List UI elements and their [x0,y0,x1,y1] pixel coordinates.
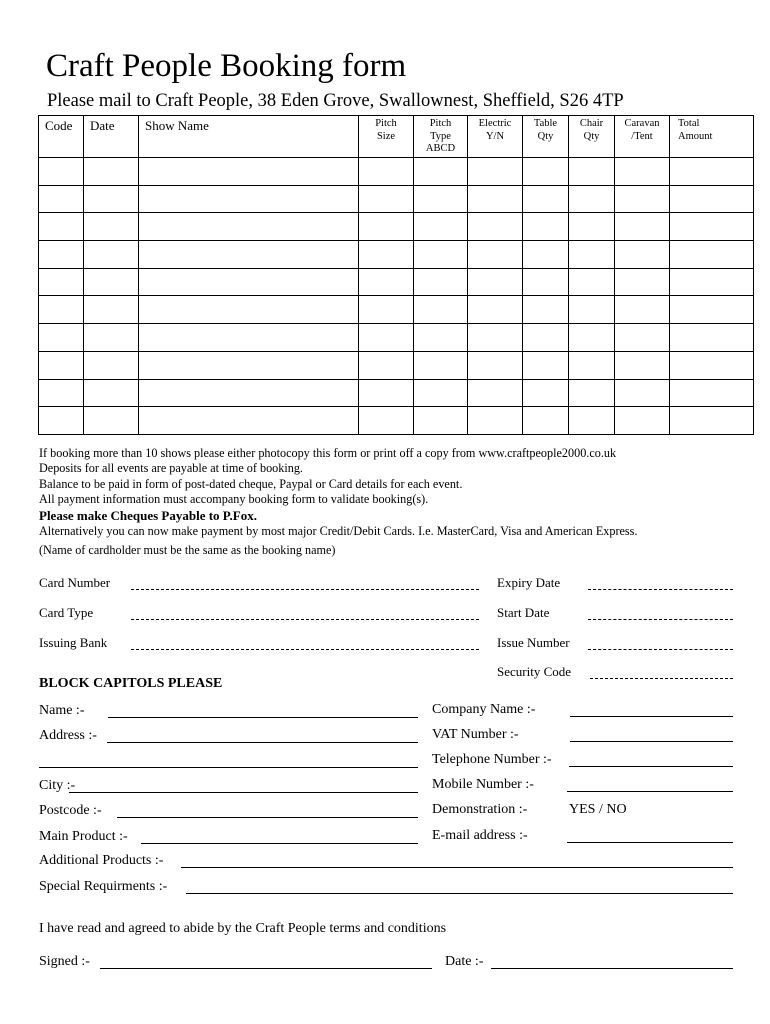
table-cell[interactable] [39,351,84,379]
info-line-balance: Balance to be paid in form of post-dated cheque, Paypal or Card details for each event. [39,477,463,491]
demonstration-label: Demonstration :- [432,802,528,817]
table-cell[interactable] [569,241,615,269]
table-cell[interactable] [670,158,754,186]
table-cell[interactable] [139,296,359,324]
table-row [39,158,754,186]
table-cell[interactable] [84,241,139,269]
column-header-show-name: Show Name [139,116,359,158]
table-cell[interactable] [359,296,414,324]
additional-products-label: Additional Products :- [39,853,164,868]
table-cell[interactable] [670,324,754,352]
table-cell[interactable] [523,324,569,352]
table-cell[interactable] [139,351,359,379]
table-cell[interactable] [139,158,359,186]
table-cell[interactable] [615,407,670,435]
table-cell[interactable] [39,296,84,324]
table-cell[interactable] [139,324,359,352]
table-row [39,185,754,213]
table-cell[interactable] [670,268,754,296]
table-cell[interactable] [414,379,468,407]
security-code-label: Security Code [497,664,572,679]
table-cell[interactable] [84,185,139,213]
table-row [39,213,754,241]
table-cell[interactable] [359,407,414,435]
column-header-pitch-size: Pitch Size [359,116,414,158]
table-row [39,241,754,269]
table-cell[interactable] [468,158,523,186]
table-cell[interactable] [139,407,359,435]
vat-number-field[interactable] [570,741,733,742]
table-row [39,351,754,379]
email-label: E-mail address :- [432,828,528,843]
table-cell[interactable] [84,379,139,407]
table-cell[interactable] [523,158,569,186]
card-type-field[interactable] [131,619,479,620]
postcode-label: Postcode :- [39,803,102,818]
table-cell[interactable] [139,241,359,269]
mobile-label: Mobile Number :- [432,777,534,792]
column-header-electric: Electric Y/N [468,116,523,158]
table-cell[interactable] [414,185,468,213]
column-header-caravan-tent: Caravan /Tent [615,116,670,158]
table-cell[interactable] [39,407,84,435]
company-name-label: Company Name :- [432,702,536,717]
column-header-table-qty: Table Qty [523,116,569,158]
column-header-chair-qty: Chair Qty [569,116,615,158]
table-cell[interactable] [39,158,84,186]
table-cell[interactable] [359,324,414,352]
table-cell[interactable] [523,296,569,324]
table-cell[interactable] [84,407,139,435]
table-cell[interactable] [615,241,670,269]
table-cell[interactable] [569,268,615,296]
demonstration-options[interactable]: YES / NO [569,802,627,817]
table-cell[interactable] [414,213,468,241]
table-cell[interactable] [523,213,569,241]
booking-table [38,115,754,435]
card-number-label: Card Number [39,575,111,590]
table-cell[interactable] [670,351,754,379]
address-field[interactable] [107,742,418,743]
telephone-label: Telephone Number :- [432,752,552,767]
expiry-date-label: Expiry Date [497,575,561,590]
postcode-field[interactable] [117,817,418,818]
table-cell[interactable] [670,185,754,213]
table-cell[interactable] [523,268,569,296]
table-cell[interactable] [569,407,615,435]
mobile-field[interactable] [567,791,733,792]
table-cell[interactable] [39,185,84,213]
table-row [39,296,754,324]
table-cell[interactable] [468,185,523,213]
table-cell[interactable] [359,379,414,407]
table-cell[interactable] [468,407,523,435]
security-code-field[interactable] [590,678,733,679]
city-label: City :- [39,778,76,793]
name-field[interactable] [108,717,418,718]
table-cell[interactable] [569,213,615,241]
table-cell[interactable] [569,185,615,213]
table-cell[interactable] [468,213,523,241]
expiry-date-field[interactable] [588,589,733,590]
signature-field[interactable] [100,968,432,969]
address-label: Address :- [39,728,97,743]
table-cell[interactable] [569,158,615,186]
date-field[interactable] [491,968,733,969]
table-cell[interactable] [414,407,468,435]
table-header-row [39,116,754,158]
table-cell[interactable] [670,407,754,435]
mailing-address: Please mail to Craft People, 38 Eden Grove, Swallownest, Sheffield, S26 4TP [47,91,624,111]
column-header-total-amount: Total Amount [670,116,754,158]
table-cell[interactable] [468,351,523,379]
table-row [39,407,754,435]
table-cell[interactable] [359,268,414,296]
table-cell[interactable] [670,296,754,324]
table-cell[interactable] [468,296,523,324]
additional-products-field[interactable] [181,867,733,868]
table-row [39,268,754,296]
table-cell[interactable] [84,296,139,324]
table-cell[interactable] [84,213,139,241]
table-cell[interactable] [359,241,414,269]
alternative-payment-note: Alternatively you can now make payment by most major Credit/Debit Cards. I.e. MasterCard, Visa and American Express. [39,524,638,538]
table-cell[interactable] [615,351,670,379]
table-cell[interactable] [523,241,569,269]
city-field[interactable] [69,792,418,793]
card-type-label: Card Type [39,605,94,620]
table-cell[interactable] [615,158,670,186]
info-line-photocopy: If booking more than 10 shows please either photocopy this form or print off a copy from www.craftpeople2000.co.uk [39,446,617,460]
table-cell[interactable] [139,185,359,213]
table-cell[interactable] [569,351,615,379]
info-line-payment: All payment information must accompany booking form to validate booking(s). [39,492,429,506]
table-cell[interactable] [414,296,468,324]
vat-number-label: VAT Number :- [432,727,519,742]
table-cell[interactable] [468,268,523,296]
cardholder-note: (Name of cardholder must be the same as the booking name) [39,543,336,557]
column-header-code: Code [39,116,84,158]
main-product-field[interactable] [141,843,418,844]
table-cell[interactable] [359,351,414,379]
issuing-bank-field[interactable] [131,649,479,650]
date-label: Date :- [445,954,484,969]
table-cell[interactable] [414,241,468,269]
table-cell[interactable] [84,351,139,379]
table-cell[interactable] [359,185,414,213]
table-cell[interactable] [39,213,84,241]
block-capitals-heading: BLOCK CAPITOLS PLEASE [39,676,223,691]
issuing-bank-label: Issuing Bank [39,635,108,650]
main-product-label: Main Product :- [39,829,128,844]
signed-label: Signed :- [39,954,90,969]
table-cell[interactable] [39,379,84,407]
table-cell[interactable] [139,213,359,241]
page-title: Craft People Booking form [46,48,407,84]
email-field[interactable] [567,842,733,843]
table-cell[interactable] [359,158,414,186]
table-cell[interactable] [414,268,468,296]
table-cell[interactable] [670,213,754,241]
issue-number-field[interactable] [588,649,733,650]
company-name-field[interactable] [570,716,733,717]
table-cell[interactable] [39,241,84,269]
start-date-field[interactable] [588,619,733,620]
table-cell[interactable] [523,185,569,213]
table-cell[interactable] [359,213,414,241]
info-line-deposits: Deposits for all events are payable at time of booking. [39,461,303,475]
table-cell[interactable] [84,158,139,186]
table-cell[interactable] [569,324,615,352]
table-cell[interactable] [139,268,359,296]
address-line-2-field[interactable] [39,767,418,768]
telephone-field[interactable] [569,766,733,767]
special-requirements-label: Special Requirments :- [39,879,168,894]
card-number-field[interactable] [131,589,479,590]
table-cell[interactable] [569,296,615,324]
table-cell[interactable] [39,324,84,352]
table-cell[interactable] [670,241,754,269]
table-cell[interactable] [414,158,468,186]
table-cell[interactable] [39,268,84,296]
table-cell[interactable] [523,351,569,379]
table-row [39,379,754,407]
column-header-date: Date [84,116,139,158]
table-cell[interactable] [468,241,523,269]
table-cell[interactable] [615,185,670,213]
table-cell[interactable] [615,213,670,241]
start-date-label: Start Date [497,605,550,620]
table-cell[interactable] [615,296,670,324]
agreement-statement: I have read and agreed to abide by the Craft People terms and conditions [39,921,447,936]
table-cell[interactable] [468,379,523,407]
table-cell[interactable] [139,379,359,407]
name-label: Name :- [39,703,85,718]
table-cell[interactable] [569,379,615,407]
column-header-pitch-type: Pitch Type ABCD [414,116,468,158]
table-cell[interactable] [84,268,139,296]
special-requirements-field[interactable] [186,893,733,894]
table-cell[interactable] [468,324,523,352]
cheques-payable-note: Please make Cheques Payable to P.Fox. [39,508,257,523]
table-cell[interactable] [615,268,670,296]
table-cell[interactable] [523,407,569,435]
table-cell[interactable] [523,379,569,407]
table-cell[interactable] [414,351,468,379]
table-cell[interactable] [615,379,670,407]
issue-number-label: Issue Number [497,635,570,650]
table-cell[interactable] [670,379,754,407]
table-cell[interactable] [84,324,139,352]
table-row [39,324,754,352]
table-cell[interactable] [615,324,670,352]
table-cell[interactable] [414,324,468,352]
